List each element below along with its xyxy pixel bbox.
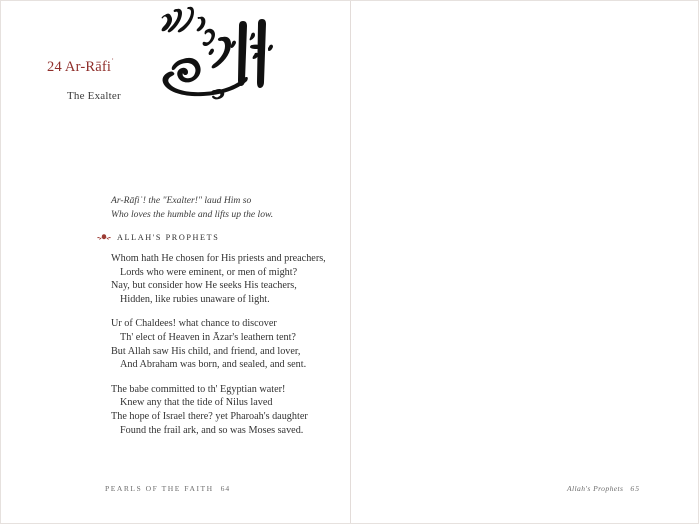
verse-line: Found the frail ark, and so was Moses saved. xyxy=(120,424,304,436)
chapter-number-name-text: 24 Ar-Rāfi xyxy=(47,59,112,75)
folio-verso: 64 xyxy=(220,484,231,493)
folio-recto: 65 xyxy=(630,484,640,493)
running-title-verso: PEARLS OF THE FAITH xyxy=(105,484,214,493)
verse-line: And Abraham was born, and sealed, and sent. xyxy=(120,359,307,371)
verse-line: Nay, but consider how He seeks His teachers, xyxy=(111,280,297,292)
running-title-recto: Allah's Prophets xyxy=(566,484,624,493)
epigraph-line: Ar-Rāfiʿ! the "Exalter!" laud Him so xyxy=(111,195,252,206)
verse-line: Knew any that the tide of Nilus laved xyxy=(120,397,273,409)
footer-verso xyxy=(105,484,230,493)
section-heading xyxy=(97,233,219,242)
verse-line: The hope of Israel there? yet Pharoah's daughter xyxy=(111,410,308,422)
stanza xyxy=(111,252,343,306)
verse-line: But Allah saw His child, and friend, and lover, xyxy=(111,345,301,357)
verse-line: Ur of Chaldees! what chance to discover xyxy=(111,318,277,330)
section-heading-label: ALLAH'S PROPHETS xyxy=(117,233,220,242)
epigraph-couplet xyxy=(111,194,341,221)
footer-recto xyxy=(567,484,640,493)
verse-line: Whom hath He chosen for His priests and preachers, xyxy=(111,253,326,264)
chapter-subtitle: The Exalter xyxy=(67,90,121,102)
leaf-fleuron-icon xyxy=(97,233,111,242)
stanza xyxy=(111,383,343,437)
verse-line: The babe committed to th' Egyptian water! xyxy=(111,383,286,395)
page-verso xyxy=(1,1,350,523)
verse-body-verso xyxy=(111,252,343,437)
epigraph-line: Who loves the humble and lifts up the low. xyxy=(111,208,274,220)
verse-line: Th' elect of Heaven in Āzar's leathern tent? xyxy=(120,331,296,343)
stanza xyxy=(111,317,343,371)
verse-line: Lords who were eminent, or men of might? xyxy=(120,266,298,278)
verse-line: Hidden, like rubies unaware of light. xyxy=(120,293,270,305)
chapter-name-superscript: ʿ xyxy=(111,57,115,68)
page-recto xyxy=(350,1,698,523)
arabic-calligraphy xyxy=(119,0,279,117)
